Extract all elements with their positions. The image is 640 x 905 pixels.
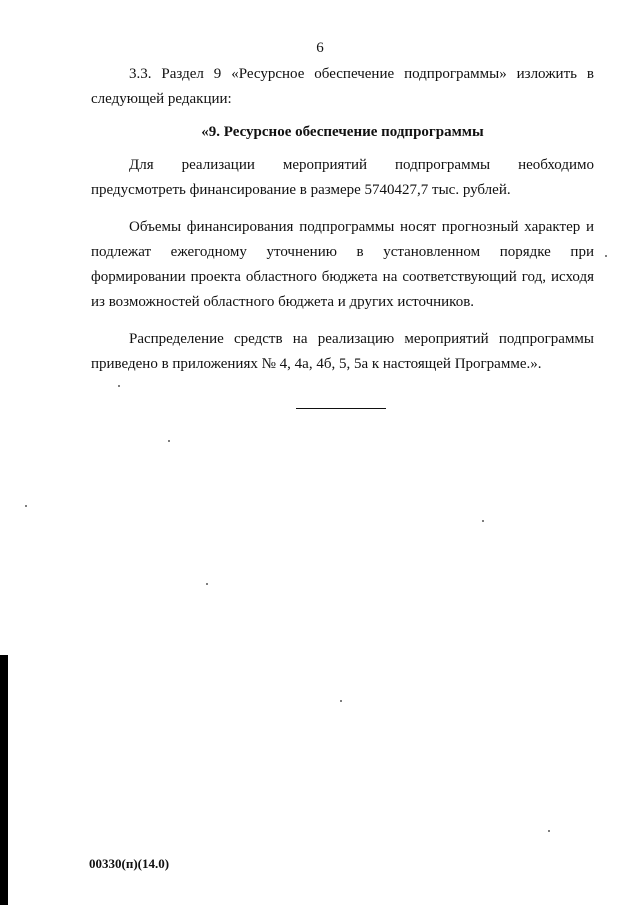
scan-speck	[168, 440, 170, 442]
scan-speck	[605, 255, 607, 257]
intro-paragraph: 3.3. Раздел 9 «Ресурсное обеспечение подпрограммы» изложить в следующей редакции:	[91, 66, 594, 107]
scan-speck	[548, 830, 550, 832]
scan-speck	[482, 520, 484, 522]
paragraph-forecast: Объемы финансирования подпрограммы носят прогнозный характер и подлежат ежегодному уточнению в установленном порядке при формировании проекта областного бюджета на соответствующий год, исходя из возможностей областного бюджета и других источников.	[91, 219, 594, 310]
scan-speck	[206, 583, 208, 585]
section-title: «9. Ресурсное обеспечение подпрограммы	[201, 124, 484, 140]
scan-speck	[118, 385, 120, 387]
paragraph-distribution: Распределение средств на реализацию мероприятий подпрограммы приведено в приложениях № 4, 4а, 4б, 5, 5а к настоящей Программе.».	[91, 331, 594, 372]
scan-speck	[340, 700, 342, 702]
scan-edge-artifact	[0, 655, 8, 905]
document-body	[91, 62, 594, 389]
document-code: 00330(п)(14.0)	[89, 856, 170, 871]
page-number: 6	[316, 40, 324, 56]
end-divider	[296, 408, 386, 409]
scan-speck	[25, 505, 27, 507]
paragraph-funding: Для реализации мероприятий подпрограммы необходимо предусмотреть финансирование в размере 5740427,7 тыс. рублей.	[91, 157, 594, 198]
